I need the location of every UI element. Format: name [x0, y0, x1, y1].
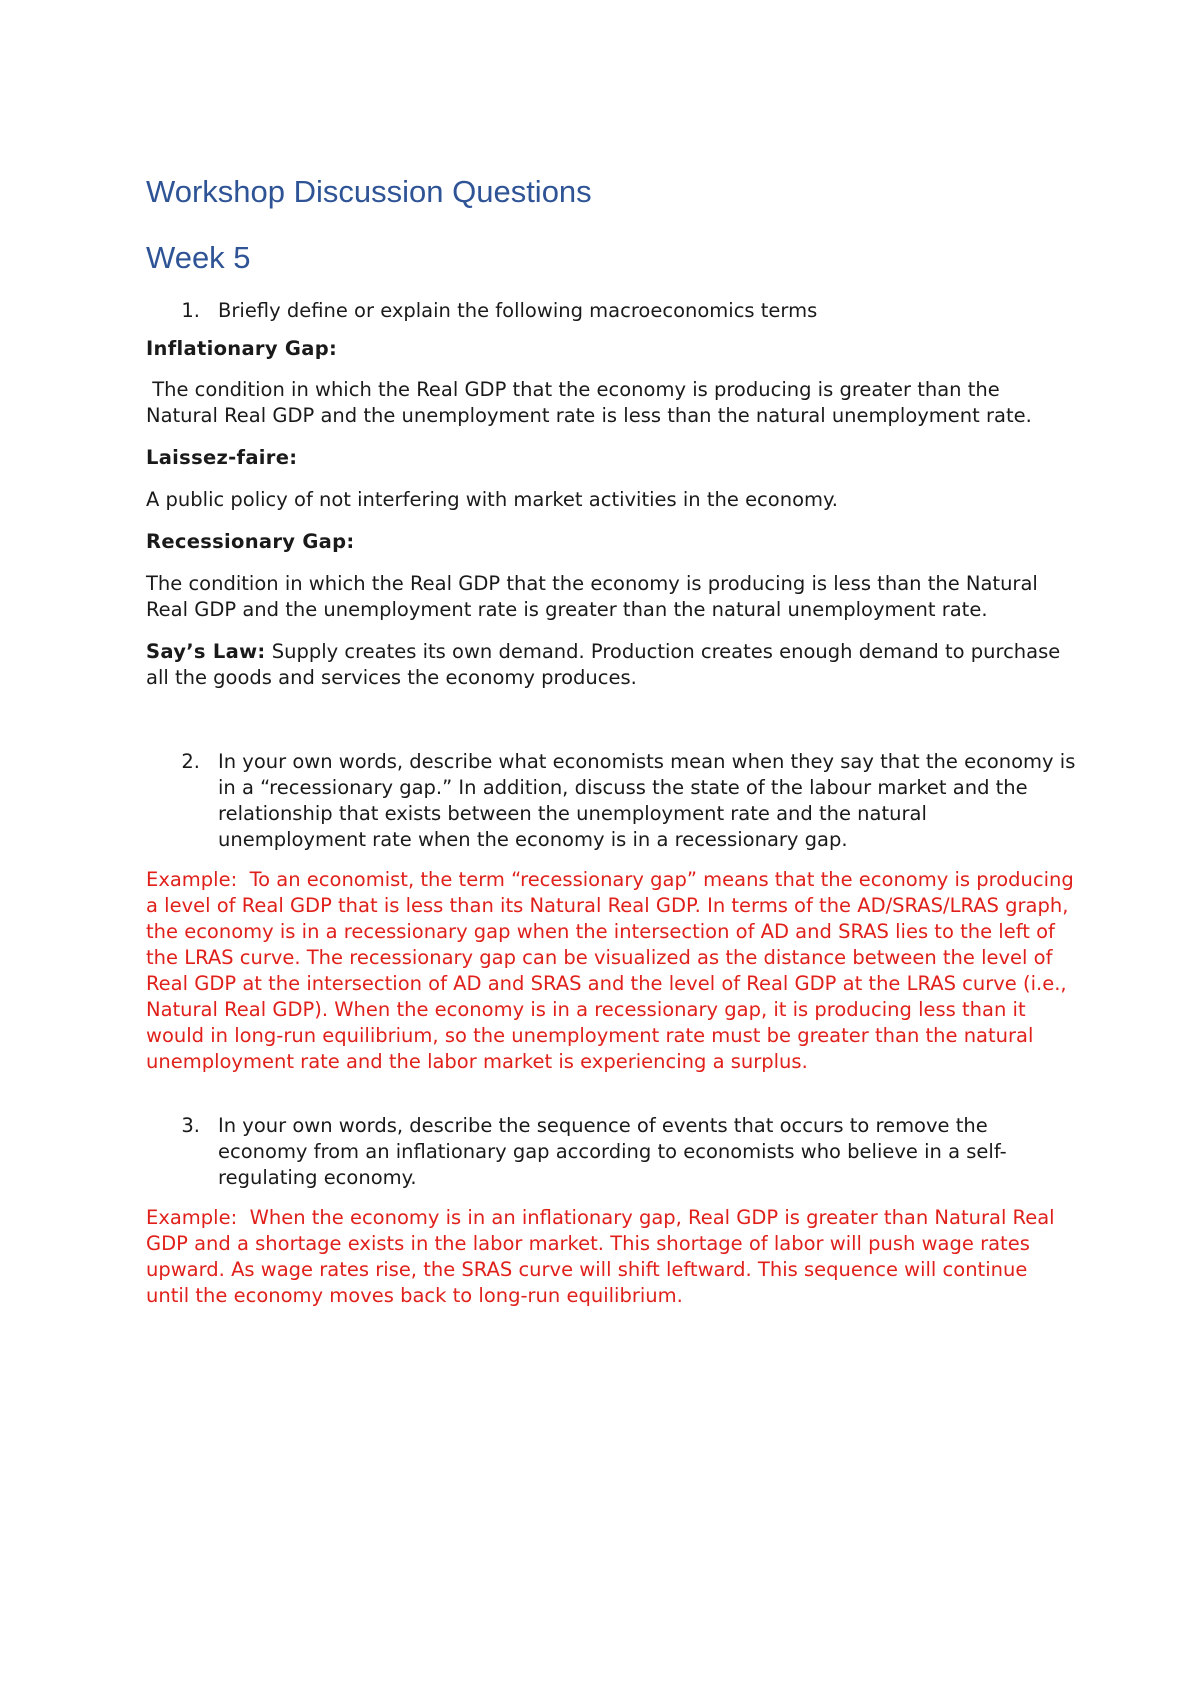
question-2-number: 2.: [181, 750, 200, 773]
question-2-text: In your own words, describe what economists mean when they say that the economy is in a “recessionary gap.” In addition, discuss the state of the labour market and the relationship that exists between the unemployment rate and the natural unemployment rate when the economy is in a recessionary gap.: [218, 750, 1076, 851]
question-1-text: Briefly define or explain the following macroeconomics terms: [218, 299, 818, 322]
question-3-answer: Example: When the economy is in an inflationary gap, Real GDP is greater than Natural Real GDP and a shortage exists in the labor market. This shortage of labor will push wage rates upward. As wage rates rise, the SRAS curve will shift leftward. This sequence will continue until the economy moves back to long-run equilibrium.: [146, 1206, 1061, 1307]
term-inflationary-gap-definition: The condition in which the Real GDP that the economy is producing is greater than the Natural Real GDP and the unemployment rate is less than the natural unemployment rate.: [146, 378, 1032, 427]
term-recessionary-gap-definition: The condition in which the Real GDP that the economy is producing is less than the Natural Real GDP and the unemployment rate is greater than the natural unemployment rate.: [146, 572, 1038, 621]
term-says-law: [146, 639, 1076, 691]
term-laissez-faire-label: Laissez-faire:: [146, 446, 298, 469]
term-says-law-label: Say’s Law:: [146, 640, 266, 663]
question-2-answer: Example: To an economist, the term “recessionary gap” means that the economy is producing a level of Real GDP that is less than its Natural Real GDP. In terms of the AD/SRAS/LRAS graph, the economy is in a recessionary gap when the intersection of AD and SRAS lies to the left of the LRAS curve. The recessionary gap can be visualized as the distance between the level of Real GDP at the intersection of AD and SRAS and the level of Real GDP at the LRAS curve (i.e., Natural Real GDP). When the economy is in a recessionary gap, it is producing less than it would in long-run equilibrium, so the unemployment rate must be greater than the natural unemployment rate and the labor market is experiencing a surplus.: [146, 868, 1080, 1073]
question-1: [146, 298, 1076, 324]
term-laissez-faire-definition: A public policy of not interfering with market activities in the economy.: [146, 488, 838, 511]
question-1-number: 1.: [181, 299, 200, 322]
term-says-law-definition: Supply creates its own demand. Production creates enough demand to purchase all the goods and services the economy produces.: [146, 640, 1067, 689]
document-title: Workshop Discussion Questions: [146, 174, 592, 209]
question-3-text: In your own words, describe the sequence of events that occurs to remove the economy from an inflationary gap according to economists who believe in a self-regulating economy.: [218, 1114, 1007, 1189]
term-recessionary-gap-label: Recessionary Gap:: [146, 530, 355, 553]
term-inflationary-gap-label: Inflationary Gap:: [146, 337, 338, 360]
question-3: [146, 1113, 1076, 1191]
document-page: [146, 172, 1080, 1309]
question-2: [146, 749, 1076, 853]
question-3-number: 3.: [181, 1114, 200, 1137]
week-heading: Week 5: [146, 240, 251, 275]
